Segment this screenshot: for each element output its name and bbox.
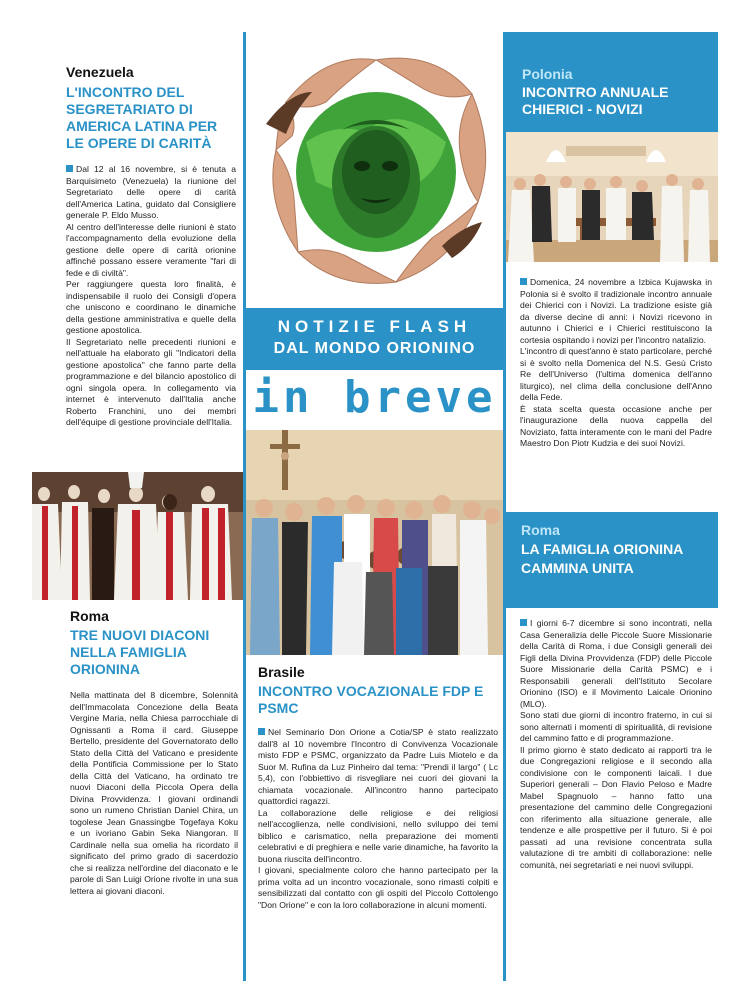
article-kicker: Polonia xyxy=(522,66,573,82)
article-body xyxy=(258,727,498,911)
square-bullet-icon xyxy=(258,728,265,735)
article-venezuela xyxy=(66,64,236,429)
article-roma-famiglia-body xyxy=(520,618,712,871)
article-paragraph: Nel Seminario Don Orione a Cotia/SP è stato realizzato dall'8 al 10 novembre l'Incontro di Convivenza Vocazionale misto FDP e PSMC, organizzato da Padre Luis Miotelo e da Suor M. Rufina da Luz Pinheiro dal tema: "Prendi il largo" ( Lc 5,4), con l'obbiettivo di risvegliare nei cuori dei giovani la chiamata vocazionale. All'incontro hanno partecipato quattordici ragazzi. xyxy=(258,727,498,806)
article-headline: INCONTRO VOCAZIONALE FDP E PSMC xyxy=(258,683,484,716)
article-paragraph: I giorni 6-7 dicembre si sono incontrati, nella Casa Generalizia delle Piccole Suore Missionarie della Carità di Roma, i due Consigli generali dei Figli della Divina Provvidenza (FDP) delle Piccole Suore Missionarie della Carità PSMC) e i Responsabili generali dell'Istituto Secolare Orionino (ISO) e il Movimento Laicale Orionino (MLO). xyxy=(520,618,712,709)
article-paragraph: La collaborazione delle religiose e dei religiosi nell'accoglienza, nelle condivisioni, nello sviluppo dei temi biblico e carismatico, nella preparazione dei momenti celebrativi e di preghiera e nelle varie dinamiche, ha favorito la buona riuscita dell'incontro. xyxy=(258,807,498,864)
banner-line-2: DAL MONDO ORIONINO xyxy=(273,340,476,357)
square-bullet-icon xyxy=(66,165,73,172)
article-paragraph: Il primo giorno è stato dedicato ai rapporti tra le due Congregazioni religiose e il secondo alla condivisione con le componenti laicali. I due Superiori generali – Don Flavio Peloso e Madre Mabel Spagnuolo – hanno fatto una presentazione del cammino delle Congregazioni con riferimento alla situazione generale, alle tendenze e alle prospettive per il futuro. Si è poi passati ad una revisione concentrata sulla valutazione di tre ambiti di collaborazione: nelle comunità, nei segretariati e nei nuovi sviluppi. xyxy=(520,744,712,870)
square-bullet-icon xyxy=(520,278,527,285)
article-body xyxy=(70,690,238,897)
article-paragraph: Al centro dell'interesse delle riunioni è stato l'accompagnamento della evoluzione della gestione delle opere di carità orionine affinché possano essere veramente "fari di fede e di civiltà". xyxy=(66,221,236,278)
article-body xyxy=(66,164,236,429)
article-kicker: Roma xyxy=(521,522,560,538)
photo-chapel-novices xyxy=(506,132,718,262)
article-paragraph: Domenica, 24 novembre a Izbica Kujawska in Polonia si è svolto il tradizionale incontro annuale dei Chierici con i Novizi. La tradizione esiste già da diverse decine di anni: i Novizi ricevono in autunno i Chierici e i Chierici restituiscono la cortesia ospitando i novizi per l'incontro natalizio. xyxy=(520,277,712,345)
article-paragraph: Nella mattinata del 8 dicembre, Solennità dell'Immacolata Concezione della Beata Vergine Maria, nella Chiesa parrocchiale di Ognissanti a Roma il card. Giuseppe Bertello, presidente del Governatorato dello Stato della Città del Vaticano e presidente della Pontificia Commissione per lo Stato della Città del Vaticano, ha ordinato tre nuovi Diaconi della Piccola Opera della Divina Provvidenza. I giovani ordinandi sono un rumeno Christian Daniel Chira, un togolese Jean Gnassingbe Togefaya Koku e un ivoriano Gabin Seka Niangoran. Il Cardinale nella sua omelia ha ricordato il significato del primo grado di sacerdozio che si realizza nell'ordine del diaconato e le parole di San Luigi Orione rivolte in una sua lettera ai giovani diaconi. xyxy=(70,690,238,896)
article-kicker: Roma xyxy=(70,608,109,624)
article-headline: LA FAMIGLIA ORIONINA CAMMINA UNITA xyxy=(521,541,683,576)
article-kicker: Brasile xyxy=(258,664,305,680)
article-kicker: Venezuela xyxy=(66,64,134,80)
section-banner xyxy=(246,308,503,370)
photo-vocational-group xyxy=(246,430,503,655)
article-paragraph: È stata scelta questa occasione anche per l'inaugurazione della nuova cappella del Noviziato, fatta interamente con le mani del Padre Maestro Don Piotr Kudzia e dei suoi Novizi. xyxy=(520,403,712,448)
article-roma-diaconi xyxy=(70,608,238,897)
section-title: in breve xyxy=(252,372,497,423)
article-roma-famiglia-header xyxy=(506,512,718,608)
article-paragraph: Per raggiungere questa loro finalità, è indispensabile il ruolo dei Consigli d'opera che uniscono e coordinano le dinamiche della gestione amministrativa e quelle della gestione apostolica. xyxy=(66,279,236,335)
article-headline: L'INCONTRO DEL SEGRETARIATO DI AMERICA LATINA PER LE OPERE DI CARITÀ xyxy=(66,84,218,151)
photo-ordination-clergy xyxy=(32,472,243,600)
article-paragraph: Il Segretariato nelle precedenti riunioni e nell'attuale ha elaborato gli "Indicatori della gestione apostolica" che fanno parte della programmazione e del bilancio apostolico di ogni singola opera. In collegamento via internet è intervenuto dall'Italia anche Roberto Franchini, uno dei membri dell'équipe di gestione provinciale dell'Italia. xyxy=(66,336,236,427)
banner-line-1: NOTIZIE FLASH xyxy=(277,317,472,336)
article-headline: TRE NUOVI DIACONI NELLA FAMIGLIA ORIONINA xyxy=(70,627,210,677)
article-polonia-header xyxy=(506,32,718,132)
article-paragraph: I giovani, specialmente coloro che hanno partecipato per la prima volta ad un incontro vocazionale, sono rimasti colpiti e sensibilizzati dal contatto con gli ospiti del Piccolo Cottolengo "Don Orione" e con la loro collaborazione in alcuni momenti. xyxy=(258,865,498,910)
article-headline: INCONTRO ANNUALE CHIERICI - NOVIZI xyxy=(522,84,669,117)
square-bullet-icon xyxy=(520,619,527,626)
article-polonia-body xyxy=(520,277,712,450)
article-paragraph: Dal 12 al 16 novembre, si è tenuta a Barquisimeto (Venezuela) la riunione del Segretariato delle opere di carità dell'America Latina, guidato dal Consigliere generale P. Eldo Musso. xyxy=(66,164,236,220)
photo-hands-globe xyxy=(246,32,503,308)
article-brasile xyxy=(258,664,498,911)
article-paragraph: Sono stati due giorni di incontro fraterno, in cui si sono alternati i momenti di spiritualità, di revisione del cammino fatto e di programmazione. xyxy=(520,710,712,743)
article-paragraph: L'incontro di quest'anno è stato particolare, perché si è svolto nella Domenica del N.S. Gesù Cristo Re dell'Universo (l'ultima domenica dell'anno liturgico), nel clima della conclusione dell'Anno della Fede. xyxy=(520,346,712,402)
